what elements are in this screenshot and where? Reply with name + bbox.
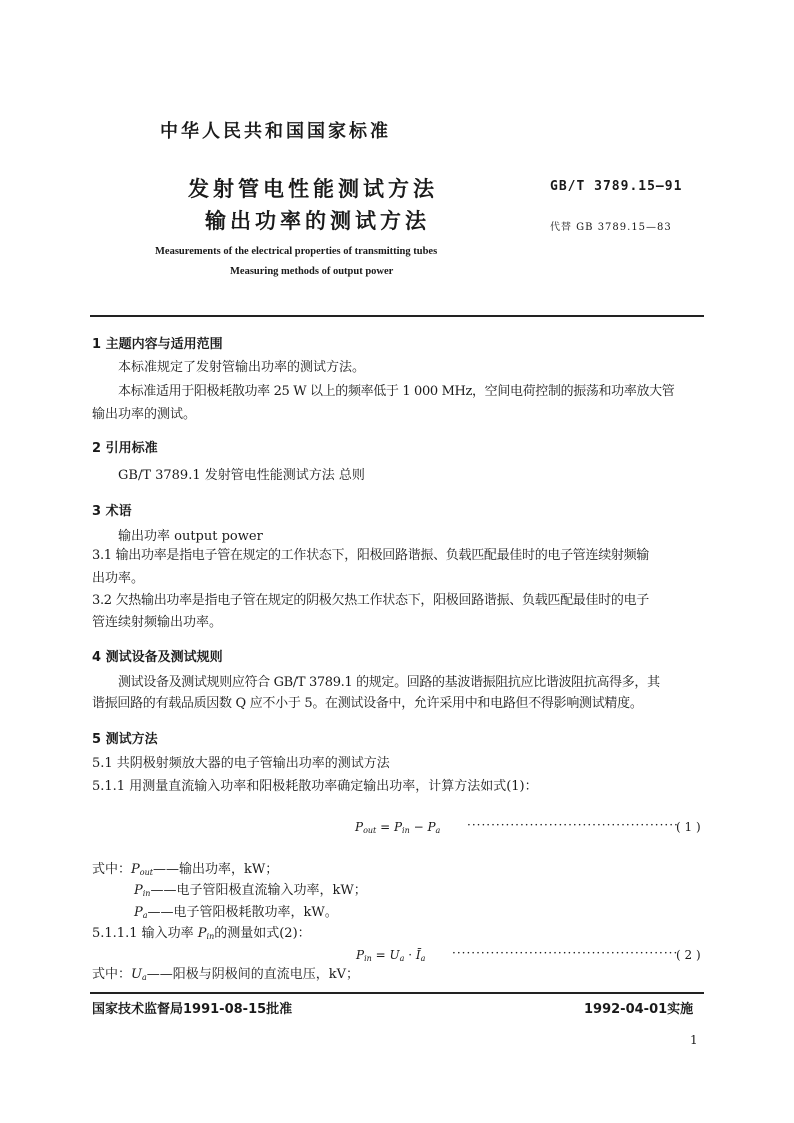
document-title-line1: 发射管电性能测试方法 [188, 177, 438, 201]
definition-pin: $P_{in}——$电子管阳极直流输入功率，kW； [134, 883, 367, 898]
equation-1-leader: ············································ [467, 818, 679, 832]
section-4-heading: 4 测试设备及测试规则 [92, 650, 223, 665]
definition-pa: $P_a——$电子管阳极耗散功率，kW。 [134, 905, 338, 920]
where-label-1: 式中：$P_{out}——$输出功率，kW； [92, 862, 279, 877]
definition-3-1-line1: 3.1 输出功率是指电子管在规定的工作状态下，阳极回路谐振、负载匹配最佳时的电子管连续射频输 [92, 548, 650, 563]
section-4-paragraph-line2: 谐振回路的有载品质因数 Q 应不小于 5。在测试设备中，允许采用中和电路但不得影响测试精度。 [92, 696, 643, 711]
section-3-heading: 3 术语 [92, 504, 132, 519]
definition-3-1-line2: 出功率。 [92, 571, 145, 586]
s5111-text-b: 的测量如式(2)： [214, 926, 311, 941]
definition-3-2-line1: 3.2 欠热输出功率是指电子管在规定的阴极欠热工作状态下，阳极回路谐振、负载匹配最佳时的电子 [92, 593, 650, 608]
english-title-line1: Measurements of the electrical properties of transmitting tubes [155, 246, 438, 257]
equation-2: $P_{in} = U_a$ · $Ī_a$ [356, 948, 426, 963]
replaces-standard: 代替 GB 3789.15—83 [550, 222, 672, 233]
document-title-line2: 输出功率的测试方法 [205, 209, 430, 233]
def-pin: ——电子管阳极直流输入功率，kW； [150, 883, 367, 898]
section-2-heading: 2 引用标准 [92, 441, 158, 456]
section-1-paragraph-2a: 本标准适用于阳极耗散功率 25 W 以上的频率低于 1 000 MHz，空间电荷控制的振荡和功率放大管 [118, 384, 675, 399]
section-4-paragraph-line1: 测试设备及测试规则应符合 GB/T 3789.1 的规定。回路的基波谐振阻抗应比谐波阻抗高得多，其 [118, 675, 660, 690]
equation-1-number: ( 1 ) [676, 820, 701, 834]
approval-line: 国家技术监督局1991-08-15批准 [92, 1002, 293, 1017]
subsection-5-1: 5.1 共阴极射频放大器的电子管输出功率的测试方法 [92, 756, 390, 771]
where-label-2: 式中：$U_a——$阳极与阴极间的直流电压，kV； [92, 967, 360, 982]
equation-2-leader: ··············································· [452, 946, 679, 960]
equation-1: $P_{out} = P_{in} - P_a$ [355, 820, 441, 835]
effective-date: 1992-04-01实施 [584, 1002, 694, 1017]
equation-2-number: ( 2 ) [676, 948, 701, 962]
reference-standard: GB/T 3789.1 发射管电性能测试方法 总则 [118, 468, 365, 483]
section-1-heading: 1 主题内容与适用范围 [92, 337, 223, 352]
footer-rule [90, 992, 704, 994]
header-rule [90, 315, 704, 317]
where-text: 式中： [92, 862, 132, 877]
standard-number: GB/T 3789.15—91 [550, 179, 683, 194]
page-number: 1 [690, 1033, 698, 1047]
def-ua: ——阳极与阴极间的直流电压，kV； [146, 967, 360, 982]
country-standard-title: 中华人民共和国国家标准 [160, 121, 391, 142]
term-output-power: 输出功率 output power [118, 529, 263, 544]
english-title-line2: Measuring methods of output power [230, 266, 394, 277]
def-pa: ——电子管阳极耗散功率，kW。 [147, 905, 338, 920]
section-1-paragraph-1: 本标准规定了发射管输出功率的测试方法。 [118, 360, 366, 375]
where-text-2: 式中： [92, 967, 132, 982]
s5111-text: 5.1.1.1 输入功率 [92, 926, 194, 941]
section-5-heading: 5 测试方法 [92, 732, 158, 747]
subsection-5-1-1: 5.1.1 用测量直流输入功率和阳极耗散功率确定输出功率，计算方法如式(1)： [92, 779, 538, 794]
subsection-5-1-1-1: 5.1.1.1 输入功率 $P_{in}$的测量如式(2)： [92, 926, 311, 941]
def-pout: ——输出功率，kW； [152, 862, 279, 877]
definition-3-2-line2: 管连续射频输出功率。 [92, 615, 223, 630]
section-1-paragraph-2b: 输出功率的测试。 [92, 407, 197, 422]
